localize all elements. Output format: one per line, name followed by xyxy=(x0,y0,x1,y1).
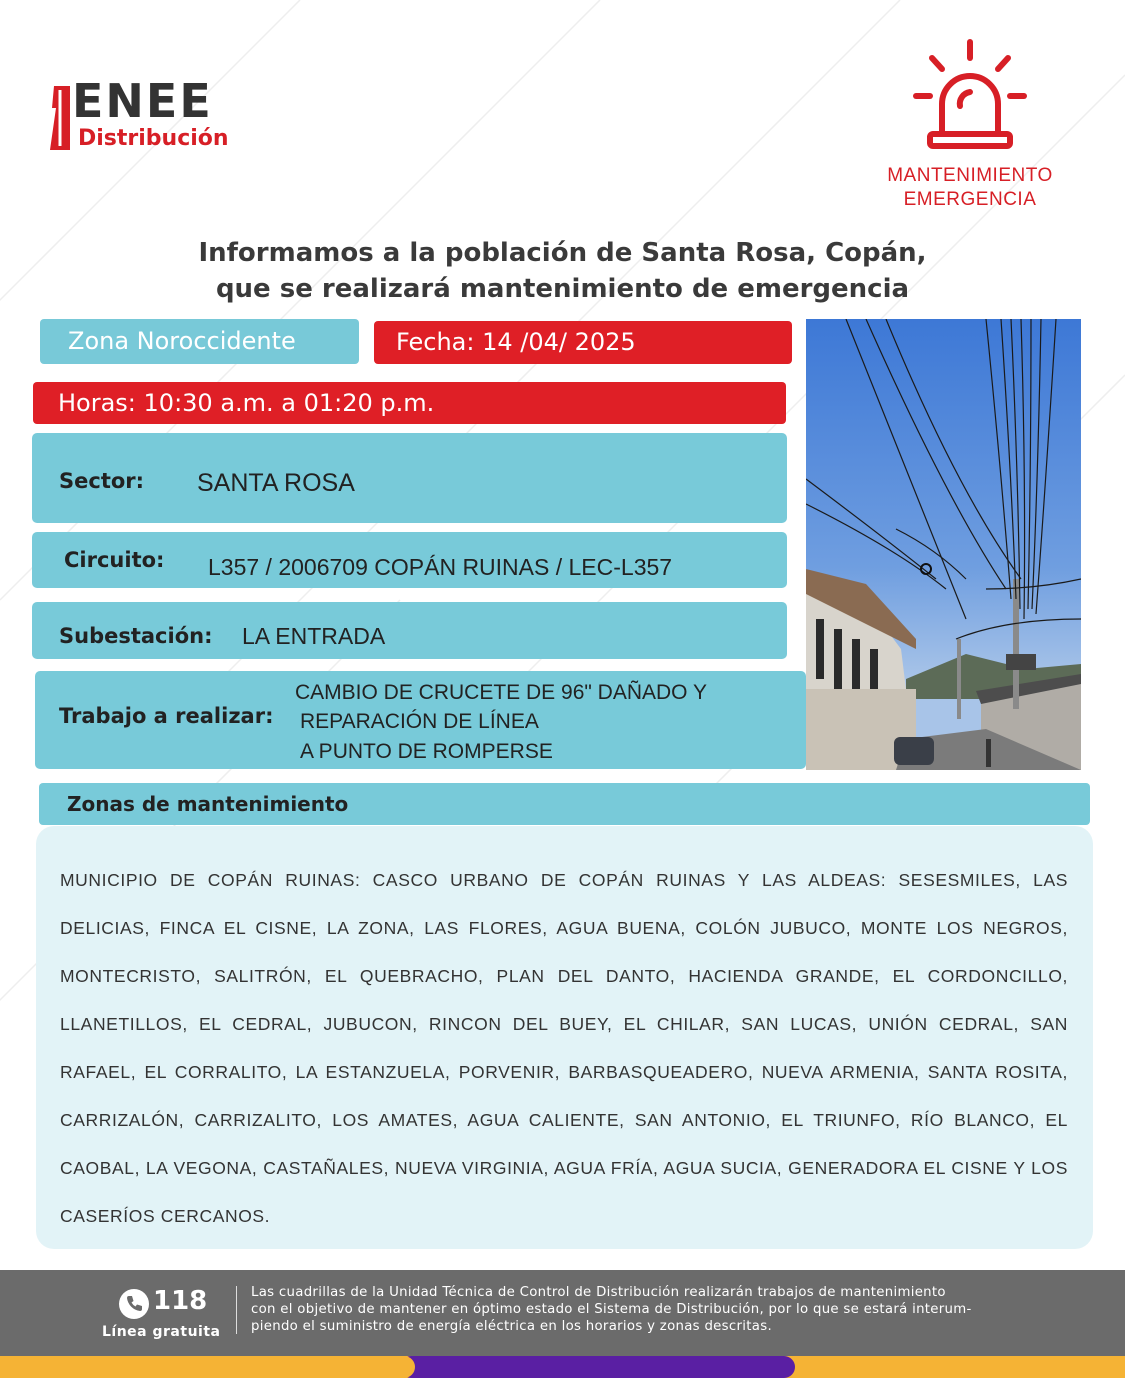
horas-badge: Horas: 10:30 a.m. a 01:20 p.m. xyxy=(33,382,786,424)
hotline xyxy=(98,1286,223,1346)
trabajo-box xyxy=(35,671,806,769)
headline xyxy=(0,235,1125,307)
fecha-badge: Fecha: 14 /04/ 2025 xyxy=(374,321,792,364)
headline-line2: que se realizará mantenimiento de emergencia xyxy=(215,274,910,304)
footer-notice-line2: con el objetivo de mantener en óptimo estado el Sistema de Distribución, por lo que se estará interum- xyxy=(251,1302,972,1317)
circuito-box xyxy=(32,532,787,588)
trabajo-line3: A PUNTO DE ROMPERSE xyxy=(300,740,553,763)
alarm-siren-icon xyxy=(910,36,1030,156)
subestacion-box xyxy=(32,602,787,659)
sector-box xyxy=(32,433,787,523)
trabajo-line2: REPARACIÓN DE LÍNEA xyxy=(300,710,539,733)
zonas-header xyxy=(39,783,1090,825)
subestacion-value: LA ENTRADA xyxy=(242,623,386,649)
footer-notice-line3: piendo el suministro de energía eléctrica en los horarios y zonas descritas. xyxy=(251,1319,772,1334)
enee-logo xyxy=(50,74,280,162)
hotline-number: 118 xyxy=(153,1286,208,1316)
bottom-stripe-orange xyxy=(0,1356,415,1378)
logo-text: ENEE xyxy=(72,74,213,128)
emergency-label-line2: EMERGENCIA xyxy=(903,189,1037,210)
bottom-stripe-purple xyxy=(400,1356,795,1378)
circuito-label: Circuito: xyxy=(64,548,165,572)
footer-notice xyxy=(251,1284,1051,1335)
hotline-label: Línea gratuita xyxy=(102,1324,221,1340)
phone-icon xyxy=(118,1288,150,1320)
trabajo-line1: CAMBIO DE CRUCETE DE 96" DAÑADO Y xyxy=(295,681,707,704)
emergency-label xyxy=(870,164,1070,212)
subestacion-label: Subestación: xyxy=(59,624,213,648)
emergency-label-line1: MANTENIMIENTO xyxy=(887,165,1053,186)
logo-mark-icon xyxy=(50,86,70,150)
zonas-title: Zonas de mantenimiento xyxy=(67,792,349,816)
trabajo-label: Trabajo a realizar: xyxy=(59,704,274,728)
zona-badge: Zona Noroccidente xyxy=(40,319,359,364)
circuito-value: L357 / 2006709 COPÁN RUINAS / LEC-L357 xyxy=(208,554,673,580)
headline-line1: Informamos a la población de Santa Rosa, Copán, xyxy=(198,238,927,268)
zonas-list xyxy=(36,826,1093,1249)
site-photo xyxy=(806,319,1081,770)
sector-label: Sector: xyxy=(59,469,145,493)
footer xyxy=(0,1270,1125,1356)
emergency-badge xyxy=(870,36,1070,216)
logo-subtitle: Distribución xyxy=(78,126,229,151)
zonas-text: MUNICIPIO DE COPÁN RUINAS: CASCO URBANO DE COPÁN RUINAS Y LAS ALDEAS: SESESMILES, LAS DELICIAS, FINCA EL CISNE, LA ZONA, LAS FLORES, AGUA BUENA, COLÓN JUBUCO, MONTE LOS NEGROS, MONTECRISTO, SALITRÓN, EL QUEBRACHO, PLAN DEL DANTO, HACIENDA GRANDE, EL CORDONCILLO, LLANETILLOS, EL CEDRAL, JUBUCON, RINCON DEL BUEY, EL CHILAR, SAN LUCAS, UNIÓN CEDRAL, SAN RAFAEL, EL CORRALITO, LA ESTANZUELA, PORVENIR, BARBASQUEADERO, NUEVA ARMENIA, SANTA ROSITA, CARRIZALÓN, CARRIZALITO, LOS AMATES, AGUA CALIENTE, SAN ANTONIO, EL TRIUNFO, RÍO BLANCO, EL CAOBAL, LA VEGONA, CASTAÑALES, NUEVA VIRGINIA, AGUA FRÍA, AGUA SUCIA, GENERADORA EL CISNE Y LOS CASERÍOS CERCANOS. xyxy=(60,870,1068,1226)
footer-notice-line1: Las cuadrillas de la Unidad Técnica de Control de Distribución realizarán trabajos de mantenimiento xyxy=(251,1285,946,1300)
sector-value: SANTA ROSA xyxy=(197,469,355,497)
footer-divider xyxy=(236,1286,237,1334)
